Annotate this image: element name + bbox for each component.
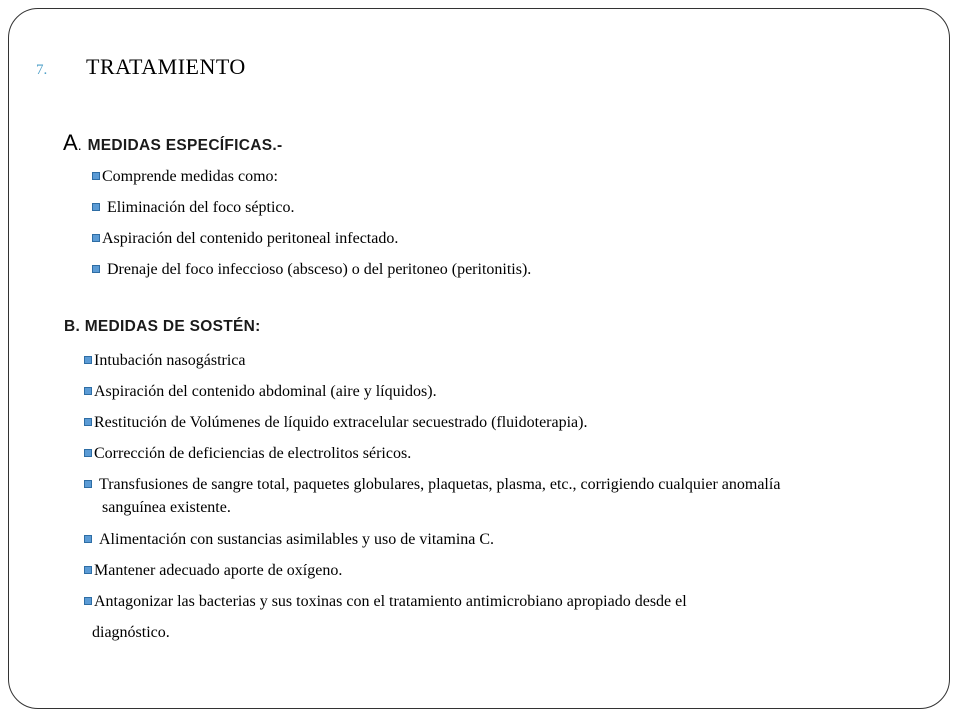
- section-a-label: MEDIDAS ESPECÍFICAS.-: [87, 137, 283, 154]
- section-b-item: Alimentación con sustancias asimilables y uso de vitamina C.: [84, 529, 494, 551]
- slide-heading: [36, 54, 246, 84]
- square-bullet-icon: [92, 172, 100, 180]
- section-a-dot: .: [77, 137, 82, 153]
- heading-number: 7.: [36, 62, 48, 78]
- section-b-item: Transfusiones de sangre total, paquetes globulares, plaquetas, plasma, etc., corrigiendo cualquier anomalía: [84, 474, 780, 496]
- section-a-item: Comprende medidas como:: [92, 166, 278, 188]
- square-bullet-icon: [84, 566, 92, 574]
- section-b-item: Antagonizar las bacterias y sus toxinas con el tratamiento antimicrobiano apropiado desde el: [84, 591, 687, 613]
- section-b-item-continuation: sanguínea existente.: [102, 499, 231, 516]
- section-b-item: Intubación nasogástrica: [84, 350, 246, 372]
- square-bullet-icon: [84, 449, 92, 457]
- section-b-item: Corrección de deficiencias de electrolitos séricos.: [84, 443, 411, 465]
- square-bullet-icon: [92, 203, 100, 211]
- section-b-item: Restitución de Volúmenes de líquido extracelular secuestrado (fluidoterapia).: [84, 412, 587, 434]
- section-a-letter: A: [63, 130, 78, 155]
- section-a-item: Drenaje del foco infeccioso (absceso) o del peritoneo (peritonitis).: [92, 259, 531, 281]
- square-bullet-icon: [92, 234, 100, 242]
- square-bullet-icon: [84, 356, 92, 364]
- square-bullet-icon: [84, 480, 92, 488]
- square-bullet-icon: [84, 597, 92, 605]
- heading-title: TRATAMIENTO: [86, 54, 246, 79]
- section-b-heading: B. MEDIDAS DE SOSTÉN:: [64, 318, 261, 335]
- square-bullet-icon: [84, 535, 92, 543]
- section-a-item: Eliminación del foco séptico.: [92, 197, 295, 219]
- section-a-item: Aspiración del contenido peritoneal infectado.: [92, 228, 398, 250]
- section-a-heading: [63, 130, 282, 156]
- square-bullet-icon: [92, 265, 100, 273]
- square-bullet-icon: [84, 418, 92, 426]
- square-bullet-icon: [84, 387, 92, 395]
- section-b-item: Mantener adecuado aporte de oxígeno.: [84, 560, 342, 582]
- section-b-item-continuation: diagnóstico.: [92, 624, 170, 641]
- section-b-item: Aspiración del contenido abdominal (aire y líquidos).: [84, 381, 437, 403]
